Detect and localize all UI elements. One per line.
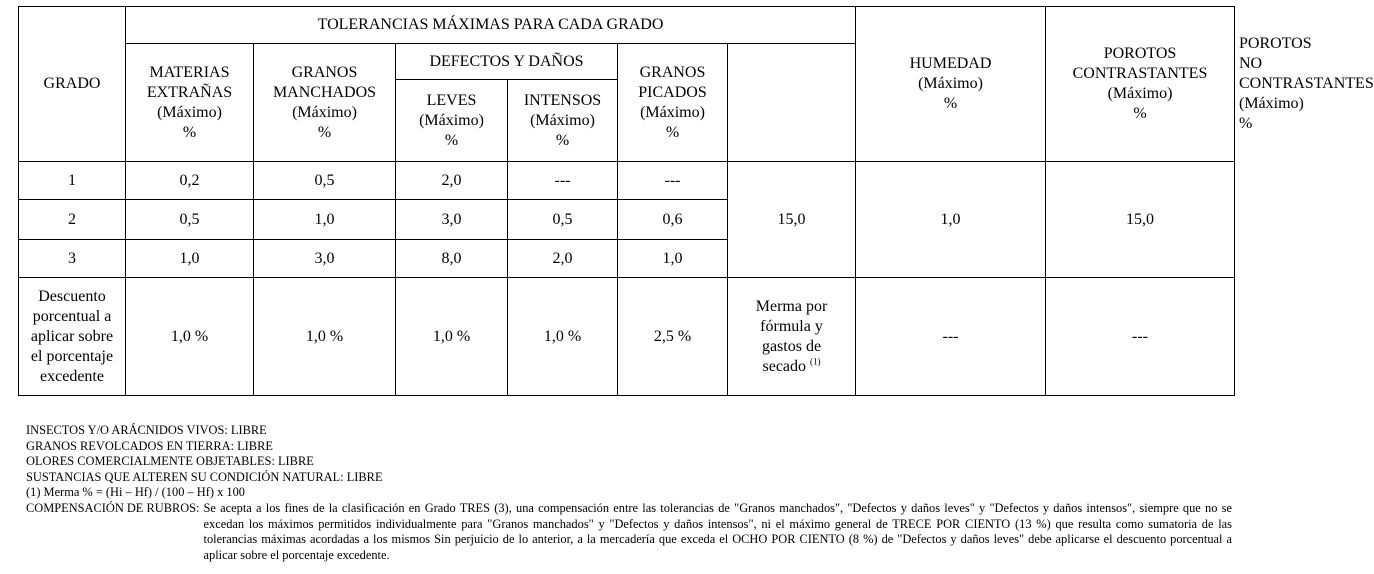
defectos-header: DEFECTOS Y DAÑOS [396,44,618,80]
intensos-cell: 0,5 [508,200,618,240]
intensos-cell: --- [508,162,618,200]
footnote-marker: (1) [810,356,821,367]
leves-cell: 3,0 [396,200,508,240]
table-row [19,162,1235,200]
leves-cell: 8,0 [396,240,508,278]
leves-cell: 2,0 [396,162,508,200]
picados-cell: --- [618,162,728,200]
document-page [18,6,1374,396]
materias-cell: 1,0 [126,240,254,278]
note-merma-formula: (1) Merma % = (Hi – Hf) / (100 – Hf) x 100 [26,485,245,500]
note-compensacion [26,501,1232,563]
picados-cell: 1,0 [618,240,728,278]
manchados-cell: 1,0 [254,200,396,240]
materias-header: MATERIAS EXTRAÑAS (Máximo) % [126,44,254,162]
picados-header: GRANOS PICADOS (Máximo) % [618,44,728,162]
humedad-value: 15,0 [728,162,856,278]
picados-cell: 0,6 [618,200,728,240]
descuento-leves: 1,0 % [396,278,508,396]
manchados-cell: 0,5 [254,162,396,200]
note-olores: OLORES COMERCIALMENTE OBJETABLES: LIBRE [26,454,314,469]
tolerancias-header: TOLERANCIAS MÁXIMAS PARA CADA GRADO [126,7,856,44]
no-contrastantes-value: 15,0 [1046,162,1235,278]
grado-cell: 2 [19,200,126,240]
tolerance-table: GRADO TOLERANCIAS MÁXIMAS PARA CADA GRADO HUMEDAD (Máximo) % POROTOS CONTRASTANTES (Máximo) % POROTOS NO CONTRASTANTES (Máximo) % MATERIAS EXTRAÑAS (Máximo) % GRANOS MANCHADOS (Máximo) % DEFECTOS Y DAÑOS GRANOS PICADOS (Máximo) % LEVES (Máximo) % INTENSOS (Máximo) % 1 0,2 0,5 2,0 --- --- 15,0 1,0 15,0 2 0,5 1,0 3,0 0,5 0,6 3 1,0 3,0 8,0 2,0 1,0 Descuento porcentual a aplicar sobre el porcentaje excedente 1,0 % 1,0 % 1,0 % 1,0 % 2,5 % Merma por fórmula y gastos de secado $^{(1)}$ --- --- [18,6,1235,396]
descuento-label: Descuento porcentual a aplicar sobre el porcentaje excedente [19,278,126,396]
grado-cell: 1 [19,162,126,200]
intensos-cell: 2,0 [508,240,618,278]
contrastantes-value: 1,0 [856,162,1046,278]
descuento-no-contrastantes: --- [1046,278,1235,396]
compensacion-label: COMPENSACIÓN DE RUBROS: [26,500,200,515]
compensacion-text: Se acepta a los fines de la clasificación en Grado TRES (3), una compensación entre las tolerancias de "Granos manchados", "Defectos y daños leves" y "Defectos y daños intensos", siempre que no se excedan los máximos permitidos individualmente para "Granos manchados" y "Defectos y daños intensos", ni el máximo general de TRECE POR CIENTO (13 %) que resulta como sumatoria de las tolerancias máximas acordadas a los mismos Sin perjuicio de lo anterior, a la mercadería que exceda el OCHO POR CIENTO (8 %) de "Defectos y daños leves" debe aplicarse el descuento porcentual a aplicar sobre el porcentaje excedente. [203,500,1232,562]
materias-cell: 0,2 [126,162,254,200]
manchados-header: GRANOS MANCHADOS (Máximo) % [254,44,396,162]
grado-cell: 3 [19,240,126,278]
descuento-intensos: 1,0 % [508,278,618,396]
descuento-picados: 2,5 % [618,278,728,396]
descuento-materias: 1,0 % [126,278,254,396]
humedad-header: HUMEDAD (Máximo) % [856,7,1046,162]
grado-header: GRADO [19,7,126,162]
manchados-cell: 3,0 [254,240,396,278]
materias-cell: 0,5 [126,200,254,240]
contrastantes-header: POROTOS CONTRASTANTES (Máximo) % [1046,7,1235,162]
descuento-manchados: 1,0 % [254,278,396,396]
note-sustancias: SUSTANCIAS QUE ALTEREN SU CONDICIÓN NATURAL: LIBRE [26,469,383,484]
descuento-humedad: Merma por fórmula y gastos de secado $^{(1)}$ [728,278,856,396]
descuento-contrastantes: --- [856,278,1046,396]
note-revolcados: GRANOS REVOLCADOS EN TIERRA: LIBRE [26,438,273,453]
notes-section [26,423,1232,563]
descuento-row [19,278,1235,396]
note-insectos: INSECTOS Y/O ARÁCNIDOS VIVOS: LIBRE [26,423,267,437]
intensos-header: INTENSOS (Máximo) % [508,80,618,162]
leves-header: LEVES (Máximo) % [396,80,508,162]
